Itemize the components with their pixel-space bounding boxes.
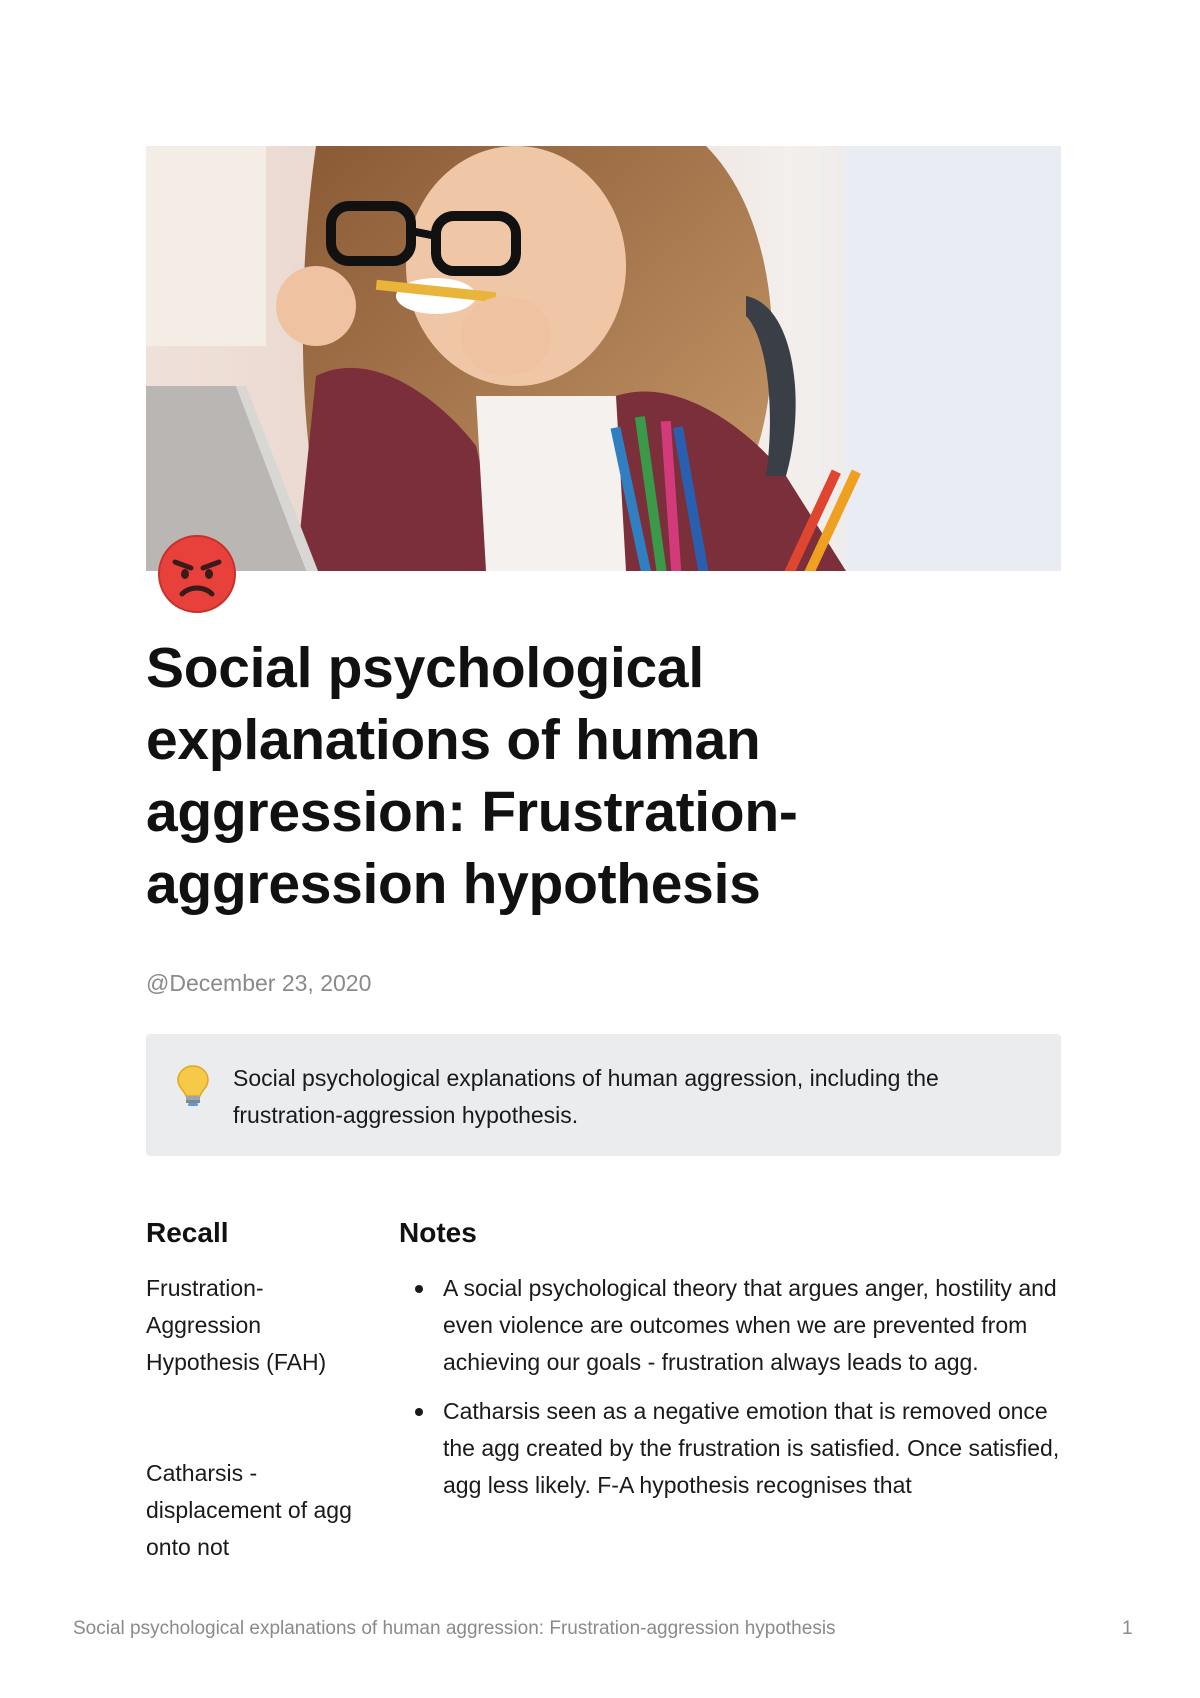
date-mention[interactable]: @December 23, 2020	[146, 970, 372, 996]
callout-block	[146, 1034, 1061, 1156]
bullet-icon	[415, 1408, 423, 1416]
list-item	[399, 1393, 1069, 1504]
note-text: Catharsis seen as a negative emotion that is removed once the agg created by the frustration is satisfied. Once satisfied, agg less likely. F-A hypothesis recognises that	[443, 1398, 1060, 1498]
bullet-icon	[415, 1285, 423, 1293]
footer-title: Social psychological explanations of human aggression: Frustration-aggression hypothesis	[73, 1618, 836, 1639]
cover-photo-illustration	[146, 146, 1061, 571]
angry-face-icon	[157, 534, 237, 614]
recall-heading: Recall	[146, 1217, 229, 1248]
recall-item: Frustration-Aggression Hypothesis (FAH)	[146, 1275, 327, 1375]
lightbulb-icon	[176, 1064, 210, 1108]
recall-item: Catharsis - displacement of agg onto not	[146, 1460, 352, 1560]
notes-list	[399, 1270, 1069, 1516]
callout-text: Social psychological explanations of human aggression, including the frustration-aggression hypothesis.	[233, 1065, 939, 1128]
notes-heading: Notes	[399, 1217, 477, 1248]
cover-image	[146, 146, 1061, 571]
note-text: A social psychological theory that argues anger, hostility and even violence are outcomes when we are prevented from achieving our goals - frustration always leads to agg.	[443, 1275, 1057, 1375]
page-number: 1	[1122, 1618, 1133, 1639]
page-title: Social psychological explanations of human aggression: Frustration-aggression hypothesis	[146, 636, 798, 916]
list-item	[399, 1270, 1069, 1381]
